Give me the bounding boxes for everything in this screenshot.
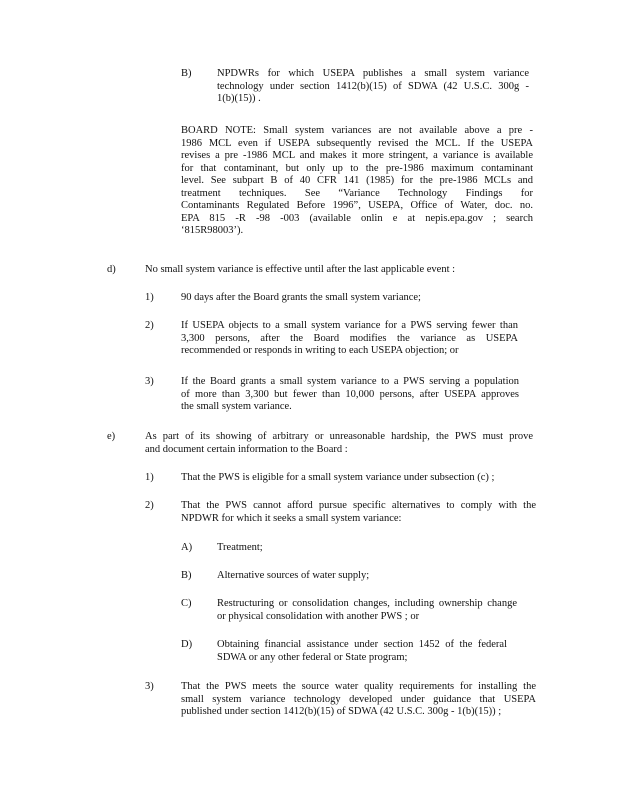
text-line: As part of its showing of arbitrary or unreasonable hardship, the PWS must prove (145, 431, 533, 442)
text-line: ‘815R98003’). (181, 225, 244, 236)
text-line: NPDWRs for which USEPA publishes a small system variance (217, 68, 529, 79)
text-line: SDWA or any other federal or State program; (217, 651, 408, 663)
text-line: BOARD NOTE: Small system variances are not available above a pre - (181, 125, 533, 136)
item-text (217, 542, 277, 555)
item-text (181, 376, 519, 414)
text-line: the small system variance. (181, 401, 292, 412)
item-label: 2) (145, 500, 154, 511)
text-line: That the PWS cannot afford pursue specific alternatives to comply with the (181, 500, 536, 511)
text-line: 3,300 persons, after the Board modifies the variance as USEPA (181, 332, 518, 344)
text-line: 1(b)(15)) . (217, 93, 261, 104)
item-label: e) (107, 431, 116, 442)
item-label: 3) (145, 681, 154, 692)
text-line: treatment techniques. See “Variance Technology Findings for (181, 187, 533, 199)
text-line: Restructuring or consolidation changes, including ownership change (217, 598, 517, 609)
item-label: 3) (145, 376, 154, 387)
item-label: C) (181, 598, 192, 609)
text-line: published under section 1412(b)(15) of SDWA (42 U.S.C. 300g - 1(b)(15)) ; (181, 706, 502, 717)
text-line: 1986 MCL even if USEPA subsequently revised the MCL. If the USEPA (181, 137, 533, 149)
text-line: technology under section 1412(b)(15) of SDWA (42 U.S.C. 300g - (217, 80, 529, 92)
text-line: That the PWS is eligible for a small system variance under subsection (c) ; (181, 472, 495, 483)
text-line: No small system variance is effective until after the last applicable event : (145, 264, 456, 275)
text-line: Contaminants Regulated Before 1996”, USEPA, Office of Water, doc. no. (181, 200, 533, 211)
item-label: B) (181, 570, 192, 581)
text-line: If the Board grants a small system variance to a PWS serving a population (181, 376, 519, 387)
item-text (217, 68, 529, 106)
text-line: of more than 3,300 but fewer than 10,000 persons, after USEPA approves (181, 388, 519, 400)
text-line: Alternative sources of water supply; (217, 570, 370, 581)
text-line: NPDWR for which it seeks a small system variance: (181, 512, 402, 524)
text-line: for that contaminant, but only up to the pre-1986 maximum contaminant (181, 162, 533, 174)
text-line: small system variance technology developed under guidance that USEPA (181, 693, 536, 705)
item-text (217, 598, 517, 623)
text-line: 90 days after the Board grants the small system variance; (181, 292, 421, 303)
text-line: recommended or responds in writing to each USEPA objection; or (181, 345, 459, 356)
item-label: A) (181, 542, 193, 553)
item-text (181, 500, 536, 525)
item-label: d) (107, 264, 116, 275)
text-line: revises a pre -1986 MCL and makes it more stringent, a variance is available (181, 150, 533, 161)
item-text (145, 431, 533, 456)
text-line: That the PWS meets the source water quality requirements for installing the (181, 681, 536, 692)
item-text (181, 292, 426, 305)
item-label: 2) (145, 320, 154, 331)
item-label: 1) (145, 292, 154, 303)
text-line: If USEPA objects to a small system variance for a PWS serving fewer than (181, 320, 518, 331)
item-label: D) (181, 639, 193, 650)
text-line: and document certain information to the Board : (145, 443, 348, 455)
item-text (145, 264, 490, 277)
text-line: Obtaining financial assistance under section 1452 of the federal (217, 639, 507, 650)
item-text (181, 125, 533, 238)
item-text (217, 570, 392, 583)
text-line: level. See subpart B of 40 CFR 141 (1985) for the pre-1986 MCLs and (181, 175, 533, 186)
text-line: Treatment; (217, 542, 263, 553)
item-label: 1) (145, 472, 154, 483)
item-text (181, 320, 518, 358)
item-label: B) (181, 68, 192, 79)
item-text (217, 639, 507, 664)
item-text (181, 681, 536, 719)
text-line: or physical consolidation with another PWS ; or (217, 610, 420, 622)
item-text (181, 472, 531, 485)
text-line: EPA 815 -R -98 -003 (available onlin e at nepis.epa.gov ; search (181, 212, 533, 224)
